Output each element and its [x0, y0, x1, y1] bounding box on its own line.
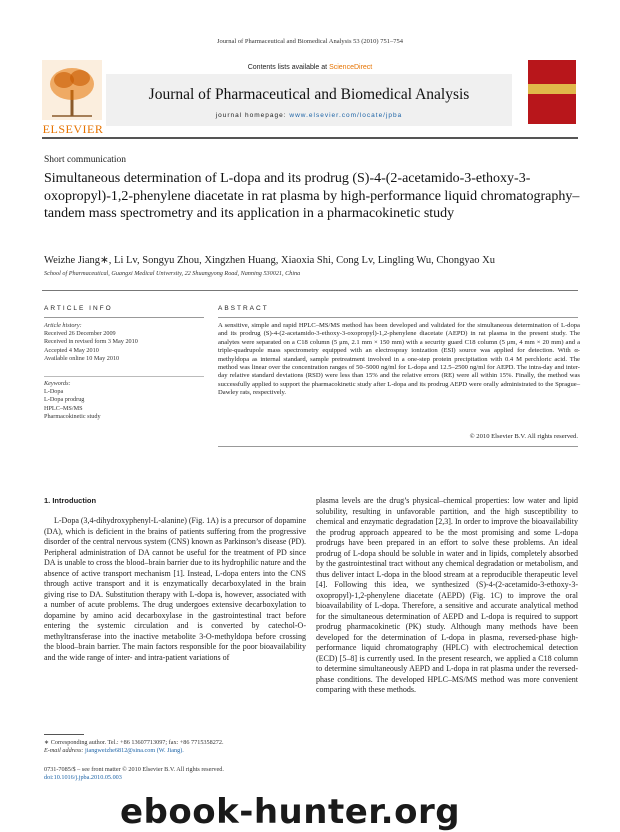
doi-link[interactable]: doi:10.1016/j.jpba.2010.05.003	[44, 774, 122, 781]
keywords-block	[44, 380, 206, 421]
journal-citation: Journal of Pharmaceutical and Biomedical Analysis 53 (2010) 751–754	[217, 38, 403, 45]
email-link[interactable]: jiangweizhe6812@sina.com (W. Jiang).	[83, 747, 184, 754]
section-divider	[42, 290, 578, 291]
abstract-copyright: © 2010 Elsevier B.V. All rights reserved.	[469, 433, 578, 440]
keyword-item: HPLC–MS/MS	[44, 404, 83, 412]
issn-line: 0731-7085/$ – see front matter © 2010 Elsevier B.V. All rights reserved.	[44, 766, 224, 773]
homepage-prefix: journal homepage:	[215, 112, 290, 119]
homepage-link[interactable]: www.elsevier.com/locate/jpba	[289, 112, 403, 119]
abstract-text: A sensitive, simple and rapid HPLC–MS/MS method has been developed and validated for the simultaneous determination of L-dopa and its prodrug (S)-4-(2-acetamido-3-ethoxy-3-oxopropyl)-1,2-phenylene diacetate (AEPD) in rat plasma in the present study. The analytes were separated on a C18 column (5 μm, 2.1 mm × 150 mm) with a security guard C18 column (5 μm, 4 mm × 20 mm) and a triple-quadrupole mass spectrometry equipped with an electrospray ionization (ESI) source was applied for detection. With α-methyldopa as internal standard, sample pretreatment involved in a one-step protein precipitation with 0.4 M perchloric acid. The method was linear over the concentration ranges of 50–5000 ng/ml for L-dopa and 12.5–2500 ng/ml for AEPD. The intra-day and inter-day relative standard deviations (RSD) were less than 15% and the relative errors (RE) were all within 15%. Finally, the method was successfully applied to support the pharmacokinetic study after L-dopa and its prodrug AEPD were orally administrated to the Sprague–Dawley rats, respectively.	[218, 322, 580, 397]
footnote-rule	[44, 734, 84, 735]
journal-homepage	[106, 112, 512, 119]
article-type: Short communication	[44, 155, 127, 165]
body-left-column: L-Dopa (3,4-dihydroxyphenyl-L-alanine) (Fig. 1A) is a precursor of dopamine (DA), which is deficient in the brains of patients suffering from the progressive disorder of the central nervous system (CNS) known as Parkinson’s disease (PD). Peripheral administration of DA cannot be useful for the treatment of PD since DA is unable to cross the blood–brain barrier due to its hydrophilic nature and the absence of active transport mechanism [1]. Instead, L-dopa enters into the CNS through active transport and it is enzymatically decarboxylated in the brain giving rise to DA. Substitution therapy with L-dopa is, however, associated with a number of acute problems. The drug undergoes extensive decarboxylation to dopamine by amino acid decarboxylase in the gastrointestinal tract before entering the systemic circulation and is converted by catechol-O-methyltransferase into the inactive metabolite 3-O-methyldopa before crossing the blood–brain barrier. The main factors responsible for the poor bioavailability and the wide range of inter- and intra-patient variations of	[44, 516, 306, 662]
history-label: Article history:	[44, 322, 82, 329]
issn-block	[44, 766, 306, 782]
keyword-item: L-Dopa	[44, 388, 64, 396]
keywords-label: Keywords:	[44, 380, 71, 387]
article-info-rule	[44, 317, 204, 318]
abstract-heading: ABSTRACT	[218, 305, 269, 312]
email-label: E-mail address:	[44, 747, 84, 754]
corresponding-author: ∗ Corresponding author. Tel.: +86 13607713097; fax: +86 7715358272.	[44, 739, 224, 746]
history-item: Received 26 December 2009	[44, 330, 116, 338]
header-divider	[42, 137, 578, 139]
article-info-heading: ARTICLE INFO	[44, 305, 113, 312]
keyword-item: L-Dopa prodrug	[44, 396, 85, 404]
email-line	[44, 747, 306, 755]
introduction-heading: 1. Introduction	[44, 496, 97, 505]
history-item: Accepted 4 May 2010	[44, 346, 99, 354]
keywords-rule	[44, 376, 204, 377]
corresponding-author-note	[44, 739, 306, 755]
affiliation: School of Pharmaceutical, Guangxi Medical University, 22 Shuangyong Road, Nanning 530021, China	[44, 270, 301, 277]
body-right-column: plasma levels are the drug’s physical–chemical properties: low water and lipid solubility, resulting in unfavorable partition, and the high susceptibility to chemical and enzymatic degradation [2,3]. In order to improve the bioavailability the prodrug approach appeared to be the most promising and some L-dopa prodrugs have been prepared in an effort to solve these problems. An ideal prodrug of L-dopa should be soluble in water and in lipids, completely absorbed by the gastrointestinal tract without any chemical degradation or metabolism, and thus deliver intact L-dopa in the blood stream at a reproducible therapeutic level [4]. Following this idea, we synthesized (S)-4-(2-acetamido-3-ethoxy-3-oxopropyl)-1,2-phenylene diacetate (AEPD) (Fig. 1C) to improve the oral bioavailability of L-dopa. Therefore, a sensitive and accurate analytical method for the simultaneous determination of AEPD and L-dopa is required to support prodrug pharmacokinetic (PK) study. Although many methods have been developed for the determination of L-dopa in plasma, reversed-phase high-performance liquid chromatography (HPLC) with electrochemical detection (ECD) [5–8] is currently used. In the present research, we applied a C18 column to determine simultaneously AEPD and L-dopa in rat plasma under the reversed-phase conditions. The developed HPLC–MS/MS method was more convenient comparing with these methods.	[316, 496, 578, 694]
history-item: Available online 10 May 2010	[44, 354, 120, 362]
contents-line	[160, 64, 460, 71]
article-history	[44, 322, 206, 363]
journal-cover-band	[528, 84, 576, 94]
abstract-rule	[218, 317, 578, 318]
sciencedirect-link[interactable]: ScienceDirect	[329, 64, 373, 71]
elsevier-wordmark: ELSEVIER	[42, 122, 104, 136]
keyword-item: Pharmacokinetic study	[44, 412, 101, 420]
journal-title: Journal of Pharmaceutical and Biomedical Analysis	[148, 86, 470, 103]
author-list: Weizhe Jiang∗, Li Lv, Songyu Zhou, Xingzhen Huang, Xiaoxia Shi, Cong Lv, Lingling Wu, Chongyao Xu	[44, 255, 496, 266]
watermark: ebook-hunter.org	[120, 792, 461, 832]
abstract-end-rule	[218, 446, 578, 447]
article-title: Simultaneous determination of L-dopa and its prodrug (S)-4-(2-acetamido-3-ethoxy-3-oxopropyl)-1,2-phenylene diacetate in rat plasma by high-performance liquid chromatography–tandem mass spectrometry and its application in a pharmacokinetic study	[44, 171, 580, 221]
history-item: Received in revised form 3 May 2010	[44, 338, 138, 346]
contents-prefix: Contents lists available at	[247, 64, 330, 71]
